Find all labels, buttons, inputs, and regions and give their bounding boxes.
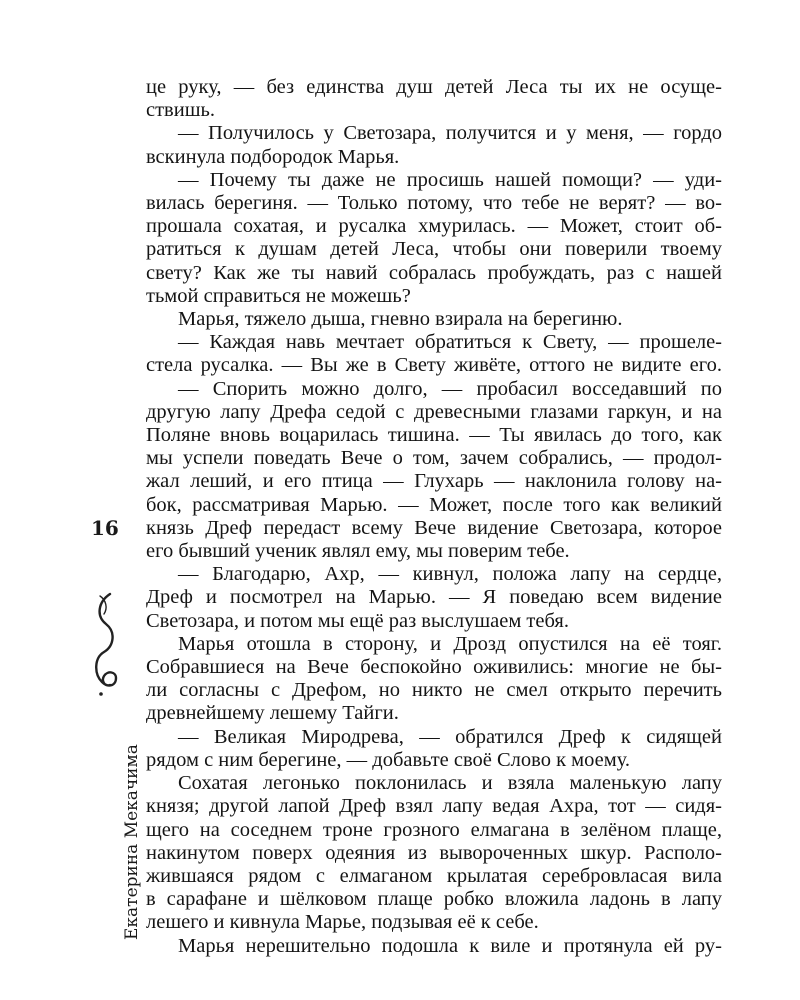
text-line: Марья отошла в сторону, и Дрозд опустился на её тояг. — [178, 632, 722, 655]
text-line: прошала сохатая, и русалка хмурилась. — Может, стоит об- — [146, 215, 722, 238]
text-line: Собравшиеся на Вече беспокойно оживились: многие не бы- — [146, 656, 722, 679]
text-line: жившаяся рядом с елмаганом крылатая серебровласая вила — [146, 864, 722, 887]
text-line: князя; другой лапой Дреф взял лапу ведая Ахра, тот — сидя- — [146, 795, 722, 818]
text-line: накинутом поверх одеяния из вывороченных шкур. Располо- — [146, 841, 722, 864]
text-line: — Благодарю, Ахр, — кивнул, положа лапу на сердце, — [178, 563, 722, 586]
text-line: — Спорить можно долго, — пробасил восседавший по — [178, 377, 722, 400]
text-line: Марья нерешительно подошла к виле и протянула ей ру- — [178, 934, 722, 957]
text-line: це руку, — без единства душ детей Леса ты их не осуще- — [146, 76, 722, 98]
text-line: ратиться к душам детей Леса, чтобы они поверили твоему — [146, 238, 722, 261]
text-line: ли согласны с Дрефом, но никто не смел открыто перечить — [146, 679, 722, 702]
text-line: вскинула подбородок Марья. — [146, 145, 400, 168]
text-line: вилась берегиня. — Только потому, что тебе не верят? — во- — [146, 192, 722, 215]
text-line: его бывший ученик являл ему, мы поверим тебе. — [146, 540, 570, 563]
text-line: ствишь. — [146, 99, 215, 122]
text-line: свету? Как же ты навий собралась пробуждать, раз с нашей — [146, 261, 722, 284]
text-line: бок, рассматривая Марью. — Может, после того как великий — [146, 493, 722, 516]
text-line: другую лапу Дрефа седой с древесными глазами гаркун, и на — [146, 400, 722, 423]
text-line: — Великая Миродрева, — обратился Дреф к сидящей — [178, 725, 722, 748]
text-line: мы успели поведать Вече о том, зачем собрались, — продол- — [146, 447, 722, 470]
body-text — [146, 76, 722, 958]
text-line: стела русалка. — Вы же в Свету живёте, оттого не видите его. — [146, 354, 722, 377]
text-line: Дреф и посмотрел на Марью. — Я поведаю всем видение — [146, 586, 722, 609]
ornament-icon — [88, 590, 124, 700]
text-line: в сарафане и шёлковом плаще робко вложила ладонь в лапу — [146, 888, 722, 911]
text-line: — Получилось у Светозара, получится и у меня, — гордо — [178, 122, 722, 145]
page-number: 16 — [91, 516, 119, 540]
text-line: рядом с ним берегине, — добавьте своё Слово к моему. — [146, 748, 631, 771]
text-line: Поляне вновь воцарилась тишина. — Ты явилась до того, как — [146, 424, 722, 447]
text-line: щего на соседнем троне грозного елмагана в зелёном плаще, — [146, 818, 722, 841]
text-line: — Почему ты даже не просишь нашей помощи? — уди- — [178, 168, 722, 191]
text-line: древнейшему лешему Тайги. — [146, 702, 399, 725]
text-line: — Каждая навь мечтает обратиться к Свету, — прошеле- — [178, 331, 722, 354]
text-line: тьмой справиться не можешь? — [146, 284, 411, 307]
text-line: Марья, тяжело дыша, гневно взирала на берегиню. — [178, 308, 623, 331]
text-line: Светозара, и потом мы ещё раз выслушаем тебя. — [146, 609, 569, 632]
text-line: жал леший, и его птица — Глухарь — наклонила голову на- — [146, 470, 722, 493]
text-line: князь Дреф передаст всему Вече видение Светозара, которое — [146, 516, 722, 539]
author-name: Екатерина Мекачима — [122, 744, 142, 940]
text-line: Сохатая легонько поклонилась и взяла маленькую лапу — [178, 772, 722, 795]
text-line: лешего и кивнула Марье, подзывая её к себе. — [146, 911, 539, 934]
